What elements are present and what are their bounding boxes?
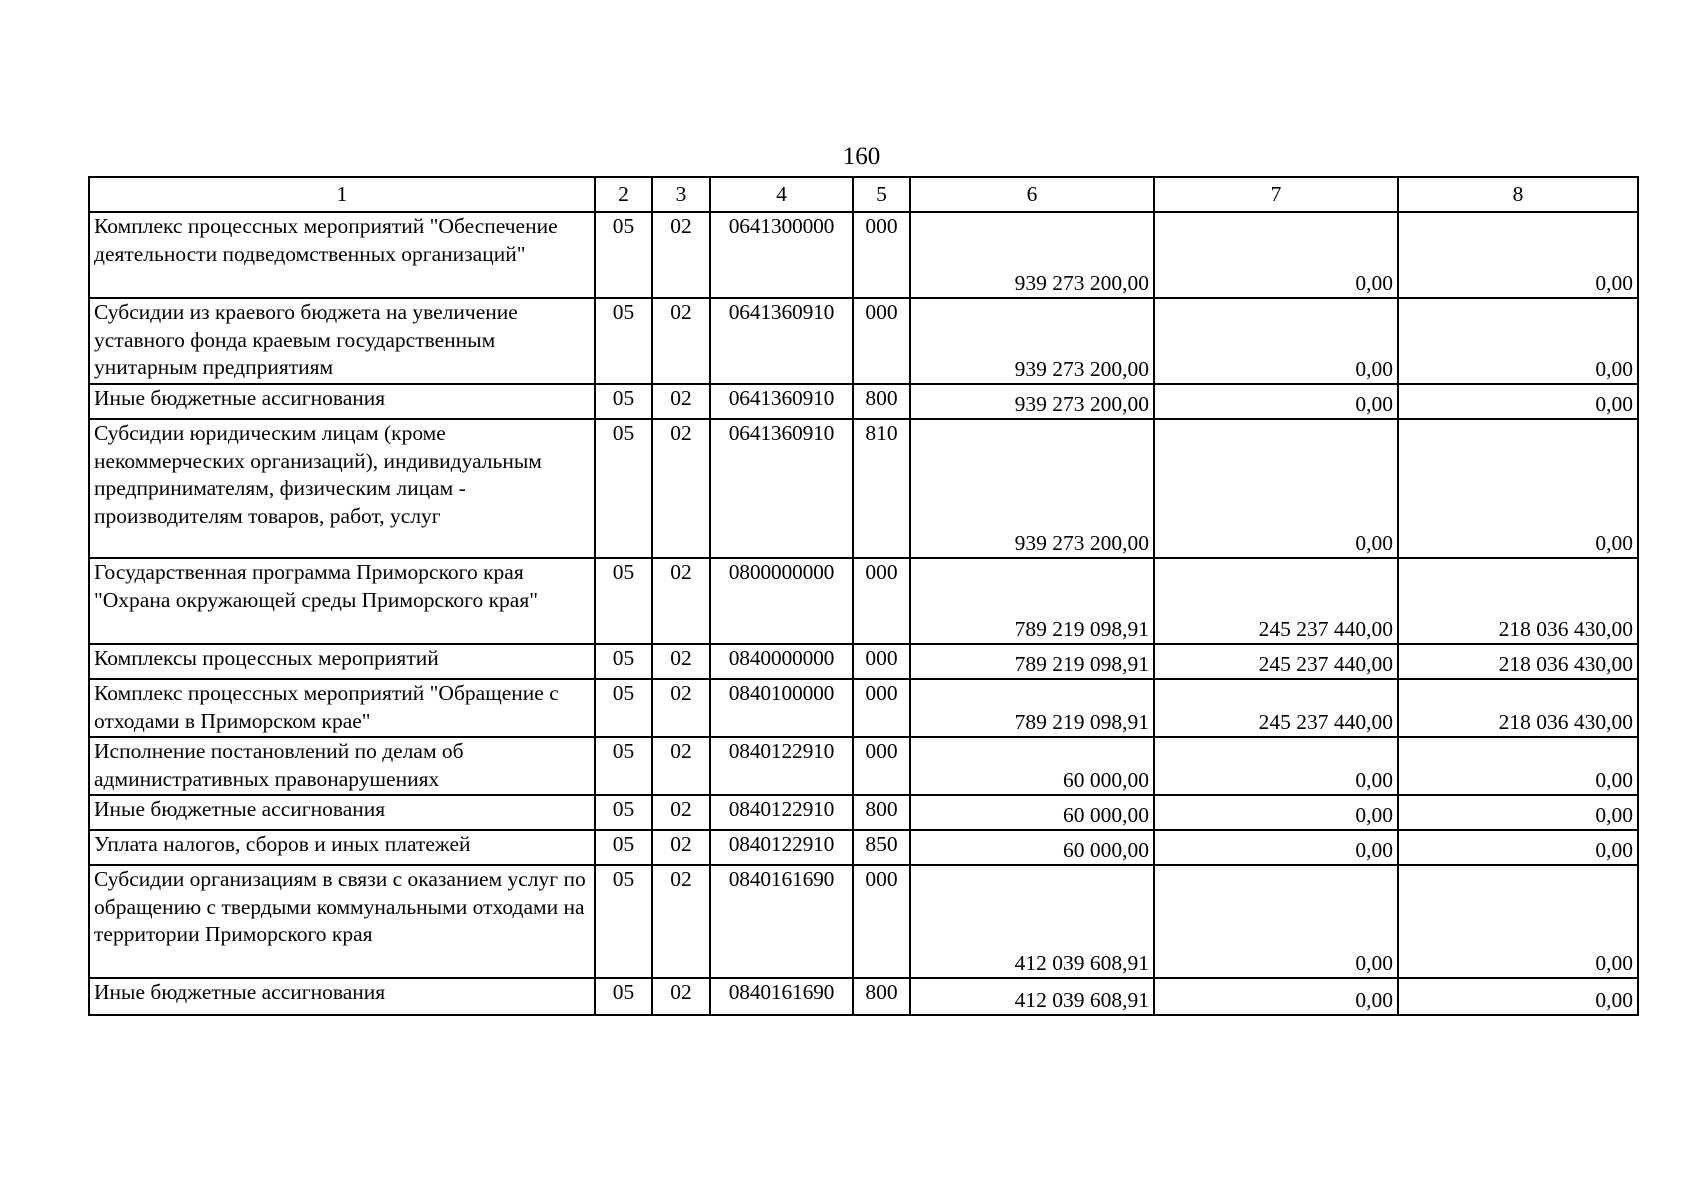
table-row	[89, 978, 1638, 1015]
expense-type-cell: 000	[853, 644, 910, 679]
subsection-code-cell: 02	[652, 737, 710, 795]
target-article-cell: 0840161690	[710, 865, 853, 978]
header-cell: 8	[1398, 177, 1638, 212]
amount-col8-cell: 0,00	[1398, 298, 1638, 384]
amount-col8-cell: 0,00	[1398, 384, 1638, 419]
section-code-cell: 05	[595, 558, 652, 644]
expense-type-cell: 810	[853, 419, 910, 558]
table-row	[89, 298, 1638, 384]
expense-type-cell: 000	[853, 212, 910, 298]
section-code-cell: 05	[595, 737, 652, 795]
row-name-cell: Исполнение постановлений по делам об административных правонарушениях	[89, 737, 595, 795]
table-row	[89, 384, 1638, 419]
expense-type-cell: 800	[853, 384, 910, 419]
amount-col6-cell: 939 273 200,00	[910, 212, 1154, 298]
target-article-cell: 0840000000	[710, 644, 853, 679]
row-name-cell: Комплекс процессных мероприятий "Обеспечение деятельности подведомственных организаций"	[89, 212, 595, 298]
amount-col6-cell: 939 273 200,00	[910, 384, 1154, 419]
expense-type-cell: 800	[853, 978, 910, 1015]
amount-col7-cell: 0,00	[1154, 795, 1398, 830]
section-code-cell: 05	[595, 978, 652, 1015]
row-name-cell: Субсидии юридическим лицам (кроме некоммерческих организаций), индивидуальным предпринимателям, физическим лицам - производителям товаров, работ, услуг	[89, 419, 595, 558]
amount-col6-cell: 939 273 200,00	[910, 298, 1154, 384]
row-name-cell: Иные бюджетные ассигнования	[89, 795, 595, 830]
amount-col6-cell: 60 000,00	[910, 795, 1154, 830]
table-row	[89, 419, 1638, 558]
page-number: 160	[842, 143, 881, 170]
table-row	[89, 558, 1638, 644]
row-name-cell: Комплекс процессных мероприятий "Обращение с отходами в Приморском крае"	[89, 679, 595, 737]
section-code-cell: 05	[595, 865, 652, 978]
row-name-cell: Субсидии из краевого бюджета на увеличение уставного фонда краевым государственным унитарным предприятиям	[89, 298, 595, 384]
expense-type-cell: 800	[853, 795, 910, 830]
subsection-code-cell: 02	[652, 644, 710, 679]
amount-col7-cell: 245 237 440,00	[1154, 679, 1398, 737]
header-cell: 6	[910, 177, 1154, 212]
subsection-code-cell: 02	[652, 978, 710, 1015]
amount-col7-cell: 0,00	[1154, 865, 1398, 978]
expense-type-cell: 000	[853, 298, 910, 384]
amount-col8-cell: 0,00	[1398, 830, 1638, 865]
amount-col7-cell: 0,00	[1154, 737, 1398, 795]
amount-col8-cell: 0,00	[1398, 978, 1638, 1015]
budget-table	[88, 176, 1639, 1016]
expense-type-cell: 000	[853, 865, 910, 978]
subsection-code-cell: 02	[652, 298, 710, 384]
header-cell: 3	[652, 177, 710, 212]
amount-col8-cell: 218 036 430,00	[1398, 679, 1638, 737]
amount-col8-cell: 218 036 430,00	[1398, 644, 1638, 679]
row-name-cell: Уплата налогов, сборов и иных платежей	[89, 830, 595, 865]
header-cell: 4	[710, 177, 853, 212]
subsection-code-cell: 02	[652, 212, 710, 298]
expense-type-cell: 000	[853, 679, 910, 737]
target-article-cell: 0840122910	[710, 795, 853, 830]
row-name-cell: Государственная программа Приморского края "Охрана окружающей среды Приморского края"	[89, 558, 595, 644]
amount-col6-cell: 789 219 098,91	[910, 644, 1154, 679]
expense-type-cell: 000	[853, 558, 910, 644]
amount-col6-cell: 412 039 608,91	[910, 978, 1154, 1015]
target-article-cell: 0840122910	[710, 737, 853, 795]
amount-col8-cell: 0,00	[1398, 795, 1638, 830]
section-code-cell: 05	[595, 298, 652, 384]
target-article-cell: 0641360910	[710, 419, 853, 558]
amount-col7-cell: 0,00	[1154, 298, 1398, 384]
amount-col6-cell: 789 219 098,91	[910, 558, 1154, 644]
subsection-code-cell: 02	[652, 384, 710, 419]
amount-col6-cell: 412 039 608,91	[910, 865, 1154, 978]
subsection-code-cell: 02	[652, 419, 710, 558]
section-code-cell: 05	[595, 212, 652, 298]
section-code-cell: 05	[595, 679, 652, 737]
amount-col7-cell: 0,00	[1154, 978, 1398, 1015]
table-header-row	[89, 177, 1638, 212]
amount-col7-cell: 0,00	[1154, 419, 1398, 558]
target-article-cell: 0840100000	[710, 679, 853, 737]
table-row	[89, 865, 1638, 978]
table-row	[89, 830, 1638, 865]
amount-col8-cell: 0,00	[1398, 419, 1638, 558]
table-row	[89, 737, 1638, 795]
target-article-cell: 0641360910	[710, 384, 853, 419]
table-row	[89, 795, 1638, 830]
subsection-code-cell: 02	[652, 795, 710, 830]
subsection-code-cell: 02	[652, 830, 710, 865]
subsection-code-cell: 02	[652, 865, 710, 978]
table-row	[89, 679, 1638, 737]
header-cell: 5	[853, 177, 910, 212]
amount-col7-cell: 0,00	[1154, 384, 1398, 419]
expense-type-cell: 000	[853, 737, 910, 795]
target-article-cell: 0641300000	[710, 212, 853, 298]
section-code-cell: 05	[595, 830, 652, 865]
amount-col8-cell: 0,00	[1398, 737, 1638, 795]
header-cell: 2	[595, 177, 652, 212]
amount-col6-cell: 789 219 098,91	[910, 679, 1154, 737]
section-code-cell: 05	[595, 644, 652, 679]
target-article-cell: 0840122910	[710, 830, 853, 865]
header-cell: 1	[89, 177, 595, 212]
table-row	[89, 644, 1638, 679]
amount-col7-cell: 0,00	[1154, 212, 1398, 298]
target-article-cell: 0800000000	[710, 558, 853, 644]
row-name-cell: Иные бюджетные ассигнования	[89, 384, 595, 419]
subsection-code-cell: 02	[652, 679, 710, 737]
subsection-code-cell: 02	[652, 558, 710, 644]
section-code-cell: 05	[595, 384, 652, 419]
amount-col7-cell: 0,00	[1154, 830, 1398, 865]
amount-col6-cell: 60 000,00	[910, 830, 1154, 865]
target-article-cell: 0840161690	[710, 978, 853, 1015]
table-row	[89, 212, 1638, 298]
amount-col8-cell: 0,00	[1398, 865, 1638, 978]
expense-type-cell: 850	[853, 830, 910, 865]
amount-col7-cell: 245 237 440,00	[1154, 558, 1398, 644]
row-name-cell: Субсидии организациям в связи с оказанием услуг по обращению с твердыми коммунальными отходами на территории Приморского края	[89, 865, 595, 978]
amount-col8-cell: 0,00	[1398, 212, 1638, 298]
section-code-cell: 05	[595, 419, 652, 558]
row-name-cell: Иные бюджетные ассигнования	[89, 978, 595, 1015]
amount-col6-cell: 939 273 200,00	[910, 419, 1154, 558]
row-name-cell: Комплексы процессных мероприятий	[89, 644, 595, 679]
section-code-cell: 05	[595, 795, 652, 830]
amount-col6-cell: 60 000,00	[910, 737, 1154, 795]
amount-col8-cell: 218 036 430,00	[1398, 558, 1638, 644]
amount-col7-cell: 245 237 440,00	[1154, 644, 1398, 679]
header-cell: 7	[1154, 177, 1398, 212]
target-article-cell: 0641360910	[710, 298, 853, 384]
